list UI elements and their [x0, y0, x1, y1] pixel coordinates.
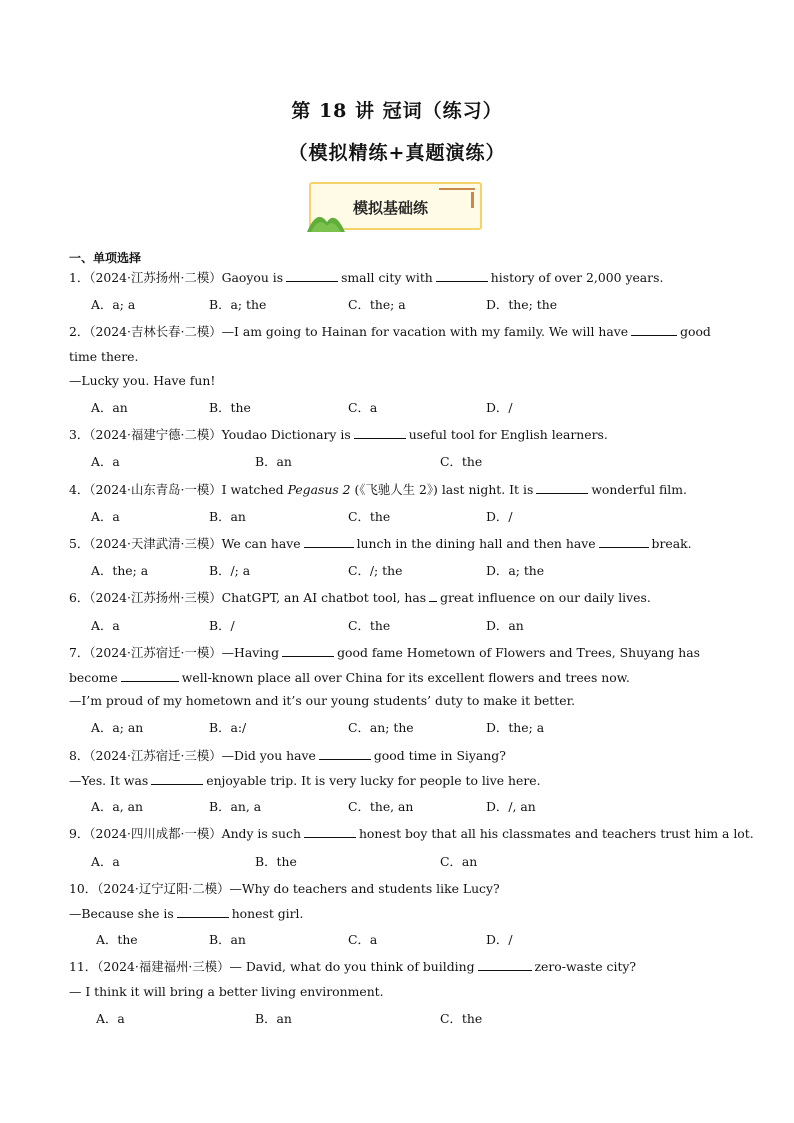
question-text: —Did you have [221, 748, 316, 763]
option-b[interactable]: B．an [209, 932, 246, 947]
option-d[interactable]: D．a; the [486, 563, 545, 578]
film-title: Pegasus 2 [287, 482, 351, 497]
option-a[interactable]: A．a [91, 509, 120, 524]
question-text: become [69, 670, 118, 685]
question-text: — I think it will bring a better living environment. [69, 984, 384, 999]
option-d[interactable]: D．the; a [486, 720, 545, 735]
question-source: （2024·辽宁辽阳·二模） [97, 881, 230, 896]
option-c[interactable]: C．an; the [348, 720, 414, 735]
option-b[interactable]: B．an, a [209, 799, 262, 814]
question-text: enjoyable trip. It is very lucky for people to live here. [206, 773, 541, 788]
option-a[interactable]: A．the [96, 932, 138, 947]
question-text: I watched [221, 482, 288, 497]
question-source: （2024·江苏扬州·三模） [89, 590, 222, 605]
option-b[interactable]: B．an [209, 509, 246, 524]
question-source: （2024·四川成都·一模） [89, 826, 222, 841]
question-text: honest boy that all his classmates and teachers trust him a lot. [358, 826, 754, 841]
question-text: lunch in the dining hall and then have [356, 536, 596, 551]
question-source: （2024·江苏宿迁·一模） [89, 645, 222, 660]
question-number: 1． [69, 270, 90, 285]
question-text: Andy is such [221, 826, 301, 841]
question-number: 7． [69, 645, 90, 660]
question-8 [69, 746, 506, 764]
answer-blank[interactable] [286, 269, 338, 282]
option-b[interactable]: B．an [255, 454, 292, 469]
answer-blank[interactable] [282, 644, 334, 657]
question-number: 9． [69, 826, 90, 841]
option-d[interactable]: D．/ [486, 400, 513, 415]
question-text: small city with [341, 270, 433, 285]
answer-blank[interactable] [436, 269, 488, 282]
question-3 [69, 425, 608, 443]
question-text: —I’m proud of my hometown and it’s our young students’ duty to make it better. [69, 693, 576, 708]
section-banner [309, 182, 482, 230]
question-text: —Lucky you. Have fun! [69, 373, 216, 388]
question-text: Gaoyou is [221, 270, 284, 285]
question-text: history of over 2,000 years. [490, 270, 664, 285]
question-number: 10． [69, 881, 98, 896]
question-text: —Having [221, 645, 280, 660]
option-b[interactable]: B．/; a [209, 563, 251, 578]
option-a[interactable]: A．a, an [91, 799, 143, 814]
option-d[interactable]: D．/ [486, 509, 513, 524]
question-text: —Because she is [69, 906, 174, 921]
option-c[interactable]: C．the [348, 618, 391, 633]
option-a[interactable]: A．a; an [91, 720, 144, 735]
answer-blank[interactable] [319, 747, 371, 760]
hills-icon [307, 204, 347, 232]
banner-decor-tick [471, 192, 474, 208]
question-6 [69, 588, 651, 606]
answer-blank[interactable] [429, 589, 437, 602]
question-source: （2024·江苏宿迁·三模） [89, 748, 222, 763]
question-number: 3． [69, 427, 90, 442]
question-text: time there. [69, 349, 139, 364]
banner-decor-line [439, 188, 475, 190]
section-heading: 一、单项选择 [69, 251, 142, 265]
option-c[interactable]: C．the [440, 1011, 483, 1026]
question-text: good fame Hometown of Flowers and Trees, Shuyang has [337, 645, 701, 660]
option-a[interactable]: A．a [91, 618, 120, 633]
option-b[interactable]: B．the [209, 400, 251, 415]
answer-blank[interactable] [177, 905, 229, 918]
option-b[interactable]: B．the [255, 854, 297, 869]
option-b[interactable]: B．/ [209, 618, 235, 633]
question-source: （2024·福建福州·三模） [97, 959, 230, 974]
option-c[interactable]: C．a [348, 932, 378, 947]
question-source: （2024·吉林长春·二模） [89, 324, 222, 339]
option-c[interactable]: C．the, an [348, 799, 414, 814]
option-b[interactable]: B．an [255, 1011, 292, 1026]
question-text: good time in Siyang? [373, 748, 506, 763]
question-number: 8． [69, 748, 90, 763]
option-d[interactable]: D．the; the [486, 297, 558, 312]
option-a[interactable]: A．a; a [91, 297, 136, 312]
question-source: （2024·山东青岛·一模） [89, 482, 222, 497]
question-7 [69, 643, 700, 661]
question-text: great influence on our daily lives. [440, 590, 651, 605]
option-a[interactable]: A．an [91, 400, 128, 415]
question-5 [69, 534, 692, 552]
option-c[interactable]: C．an [440, 854, 478, 869]
question-7-cont [69, 669, 630, 685]
banner-label: 模拟基础练 [353, 199, 429, 217]
question-10-cont [69, 905, 303, 921]
answer-blank[interactable] [354, 426, 406, 439]
answer-blank[interactable] [478, 958, 532, 971]
question-number: 6． [69, 590, 90, 605]
answer-blank[interactable] [599, 535, 649, 548]
answer-blank[interactable] [304, 535, 354, 548]
question-text: honest girl. [231, 906, 304, 921]
question-text: —Yes. It was [69, 773, 149, 788]
question-text: useful tool for English learners. [408, 427, 608, 442]
option-b[interactable]: B．a:/ [209, 720, 247, 735]
question-text: —Why do teachers and students like Lucy? [229, 881, 500, 896]
question-number: 2． [69, 324, 90, 339]
question-text: Youdao Dictionary is [221, 427, 351, 442]
question-8-cont [69, 772, 541, 788]
question-source: （2024·福建宁德·二模） [89, 427, 222, 442]
question-text: (《飞驰人生 2》) last night. It is [350, 482, 534, 497]
question-text: break. [651, 536, 692, 551]
question-11 [69, 957, 636, 975]
question-source: （2024·江苏扬州·二模） [89, 270, 222, 285]
question-text: wonderful film. [591, 482, 687, 497]
question-number: 11． [69, 959, 98, 974]
question-text: — David, what do you think of building [229, 959, 475, 974]
option-a[interactable]: A．a [91, 454, 120, 469]
question-number: 5． [69, 536, 90, 551]
option-d[interactable]: D．/ [486, 932, 513, 947]
answer-blank[interactable] [121, 669, 179, 682]
answer-blank[interactable] [151, 772, 203, 785]
question-10 [69, 879, 500, 897]
option-a[interactable]: A．the; a [91, 563, 149, 578]
option-c[interactable]: C．the; a [348, 297, 406, 312]
option-b[interactable]: B．a; the [209, 297, 267, 312]
question-1 [69, 268, 663, 286]
question-4 [69, 480, 687, 498]
option-d[interactable]: D．an [486, 618, 524, 633]
option-c[interactable]: C．/; the [348, 563, 403, 578]
option-c[interactable]: C．the [348, 509, 391, 524]
answer-blank[interactable] [304, 825, 356, 838]
question-number: 4． [69, 482, 90, 497]
page-subtitle: （模拟精练+真题演练） [288, 142, 506, 164]
question-text: good [680, 324, 711, 339]
option-c[interactable]: C．a [348, 400, 378, 415]
question-text: zero-waste city? [534, 959, 637, 974]
option-a[interactable]: A．a [91, 854, 120, 869]
question-text: ChatGPT, an AI chatbot tool, has [221, 590, 427, 605]
question-9 [69, 824, 754, 842]
question-text: —I am going to Hainan for vacation with my family. We will have [221, 324, 629, 339]
question-text: We can have [221, 536, 301, 551]
answer-blank[interactable] [631, 323, 677, 336]
option-d[interactable]: D．/, an [486, 799, 536, 814]
question-source: （2024·天津武清·三模） [89, 536, 222, 551]
option-c[interactable]: C．the [440, 454, 483, 469]
answer-blank[interactable] [536, 481, 588, 494]
page-title: 第 18 讲 冠词（练习） [291, 100, 503, 122]
question-text: well-known place all over China for its excellent flowers and trees now. [181, 670, 630, 685]
option-a[interactable]: A．a [96, 1011, 125, 1026]
question-2 [69, 322, 711, 340]
